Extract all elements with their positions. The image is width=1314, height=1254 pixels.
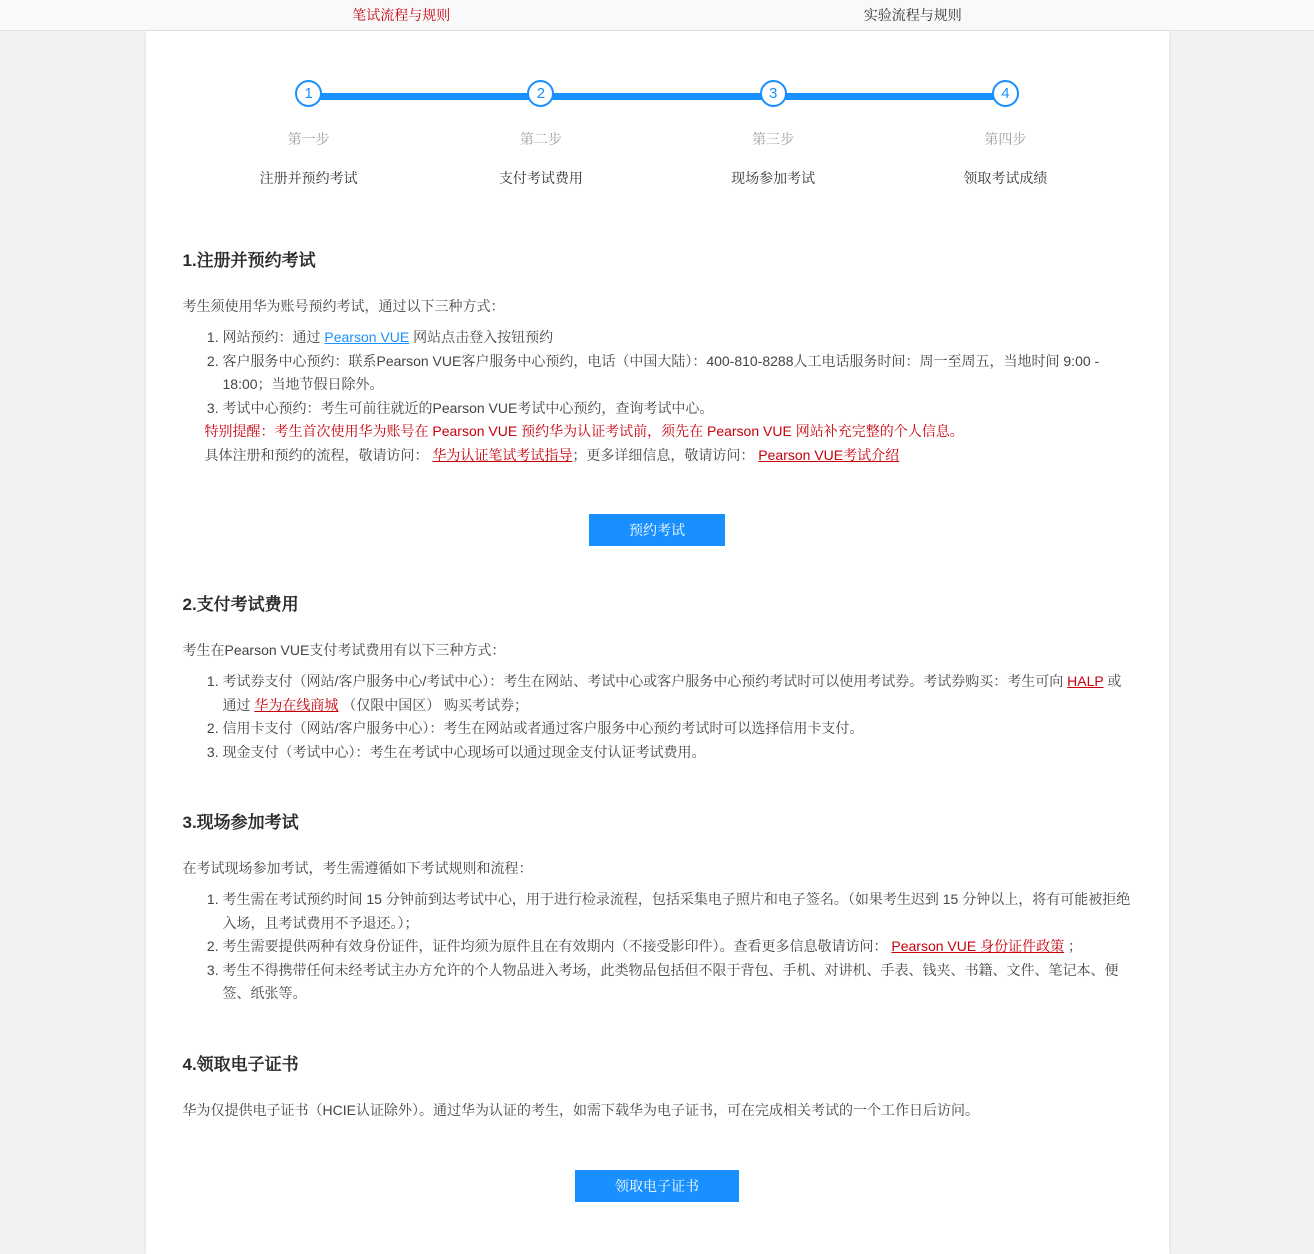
section-heading: 3.现场参加考试 [182, 813, 299, 832]
list-item [223, 326, 1132, 350]
step-2-circle-icon: 2 [527, 80, 554, 107]
step-1-circle-icon: 1 [295, 80, 322, 107]
text-segment: 现金支付（考试中心）：考生在考试中心现场可以通过现金支付认证考试费用。 [222, 743, 706, 760]
inline-link[interactable]: 华为在线商城 [254, 696, 339, 713]
list-item [205, 420, 1132, 444]
booking-methods-list [205, 326, 1132, 420]
text-segment: 考生需要提供两种有效身份证件，证件均须为原件且在有效期内（不接受影印件）。查看更多信息敬请访问： [222, 938, 892, 954]
step-2-label: 第二步 [519, 131, 562, 147]
step-3-circle-icon: 3 [760, 80, 787, 107]
step-3 [657, 80, 889, 188]
step-2 [425, 80, 657, 188]
list-item [223, 670, 1132, 717]
list-item [223, 350, 1132, 397]
text-segment: 网站预约：通过 [222, 329, 325, 345]
list-item [223, 888, 1132, 935]
section-heading: 4.领取电子证书 [182, 1054, 299, 1074]
content-card [146, 31, 1169, 1254]
section-pay-exam-fee [183, 590, 1132, 764]
get-ecertificate-button[interactable]: 领取电子证书 [575, 1170, 739, 1202]
section-get-certificate [183, 1050, 1132, 1202]
text-segment: 考生需在考试预约时间 15 分钟前到达考试中心，用于进行检录流程，包括采集电子照片和电子签名。（如果考生迟到 15 分钟以上，将有可能被拒绝入场，且考试费用不予退还。）； [222, 891, 1131, 931]
step-3-label: 第三步 [752, 131, 795, 147]
list-item [223, 959, 1132, 1006]
text-segment: 考生不得携带任何未经考试主办方允许的个人物品进入考场，此类物品包括但不限于背包、手机、对讲机、手表、钱夹、书籍、文件、笔记本、便签、纸张等。 [222, 961, 1119, 1001]
tab-written-exam-process[interactable]: 笔试流程与规则 [352, 7, 451, 23]
exam-rules-list [205, 888, 1132, 1006]
text-segment: 特别提醒：考生首次使用华为账号在 Pearson VUE 预约华为认证考试前，须先在 Pearson VUE 网站补充完整的个人信息。 [204, 423, 964, 439]
text-segment: 考试券支付（网站/客户服务中心/考试中心）：考生在网站、考试中心或客户服务中心预约考试时可以使用考试券。考试券购买：考生可向 [222, 673, 1068, 689]
section-heading: 1.注册并预约考试 [182, 251, 316, 270]
inline-link[interactable]: Pearson VUE [324, 329, 410, 345]
section-attend-exam [183, 808, 1132, 1006]
section-intro: 在考试现场参加考试，考生需遵循如下考试规则和流程： [182, 860, 533, 876]
step-4-label: 第四步 [984, 131, 1027, 147]
section-notes [205, 420, 1132, 467]
section-intro: 考生须使用华为账号预约考试，通过以下三种方式： [182, 298, 505, 314]
exam-steps-stepper [183, 80, 1132, 188]
step-2-title: 支付考试费用 [498, 170, 583, 186]
text-segment: 或通过 [222, 673, 1122, 713]
list-item [223, 935, 1132, 959]
step-4-circle-icon: 4 [992, 80, 1019, 107]
text-segment: （仅限中国区） 购买考试券； [338, 696, 529, 713]
step-1-title: 注册并预约考试 [259, 170, 358, 186]
text-segment: 信用卡支付（网站/客户服务中心）：考生在网站或者通过客户服务中心预约考试时可以选择信用卡支付。 [222, 720, 864, 736]
step-1-label: 第一步 [287, 131, 330, 147]
step-3-title: 现场参加考试 [731, 170, 816, 186]
text-segment: ；更多详细信息，敬请访问： [572, 446, 759, 463]
section-intro: 华为仅提供电子证书（HCIE认证除外）。通过华为认证的考生，如需下载华为电子证书，可在完成相关考试的一个工作日后访问。 [182, 1101, 979, 1118]
list-item [223, 717, 1132, 741]
text-segment: 网站点击登入按钮预约 [409, 329, 554, 345]
step-1 [193, 80, 425, 188]
book-exam-button[interactable]: 预约考试 [589, 514, 725, 546]
section-intro: 考生在Pearson VUE支付考试费用有以下三种方式： [182, 642, 506, 658]
text-segment: ； [1064, 938, 1082, 954]
inline-link[interactable]: Pearson VUE 身份证件政策 [891, 938, 1065, 954]
tab-lab-exam-process[interactable]: 实验流程与规则 [863, 7, 962, 23]
section-heading: 2.支付考试费用 [182, 595, 299, 614]
text-segment: 考试中心预约：考生可前往就近的Pearson VUE考试中心预约，查询考试中心。 [222, 399, 714, 416]
inline-link[interactable]: 华为认证笔试考试指导 [432, 446, 573, 463]
list-item [223, 397, 1132, 421]
text-segment: 具体注册和预约的流程，敬请访问： [204, 446, 433, 463]
inline-link[interactable]: Pearson VUE考试介绍 [758, 446, 900, 463]
payment-methods-list [205, 670, 1132, 764]
list-item [205, 444, 1132, 468]
section-register-and-book [183, 246, 1132, 546]
step-4 [889, 80, 1121, 188]
list-item [223, 741, 1132, 765]
step-4-title: 领取考试成绩 [963, 170, 1048, 186]
inline-link[interactable]: HALP [1067, 673, 1104, 689]
text-segment: 客户服务中心预约：联系Pearson VUE客户服务中心预约，电话（中国大陆）：400-810-8288人工电话服务时间：周一至周五，当地时间 9:00 - 18:00；当地节假日除外。 [222, 352, 1104, 392]
top-tab-bar [0, 0, 1314, 31]
